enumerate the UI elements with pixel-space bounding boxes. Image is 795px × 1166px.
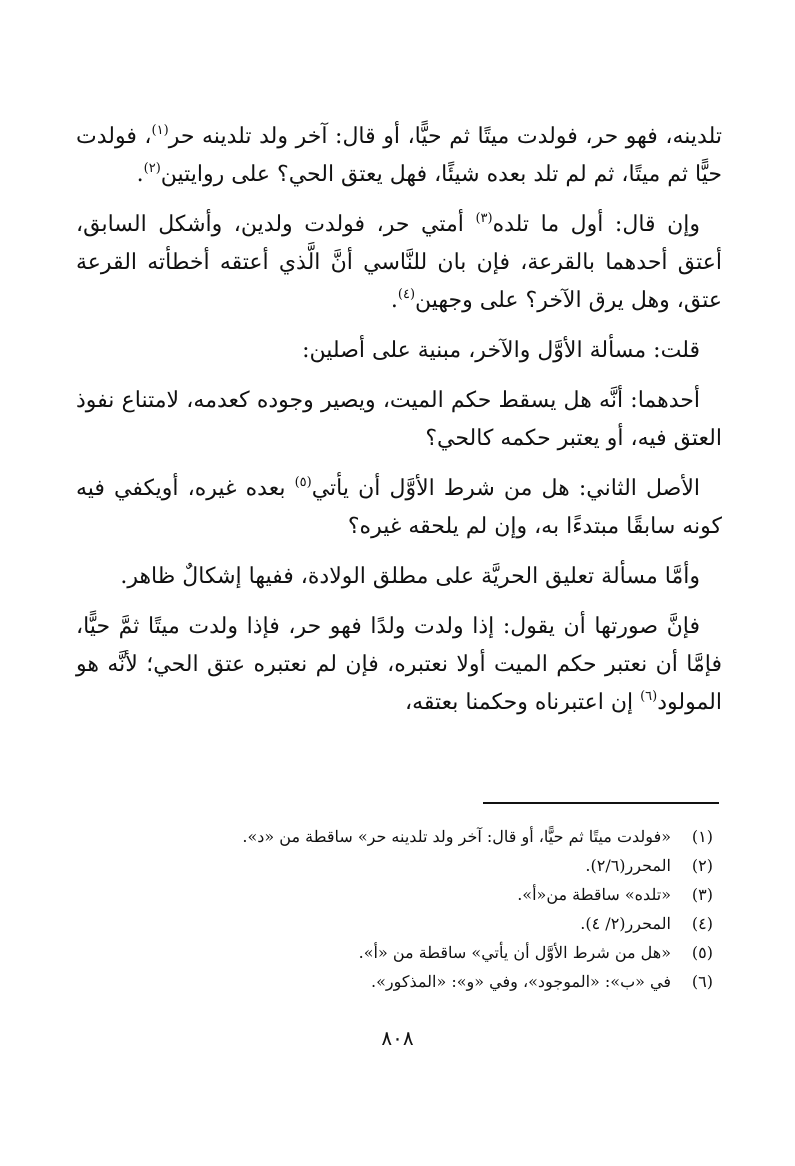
paragraph-6: وأمَّا مسألة تعليق الحريَّة على مطلق الولادة، ففيها إشكالٌ ظاهر.	[120, 564, 700, 589]
paragraph-1	[76, 118, 722, 194]
footnote-ref: (٢)	[143, 161, 161, 176]
paragraph-3: قلت: مسألة الأوَّل والآخر، مبنية على أصلين:	[302, 338, 700, 363]
footnote-text: المحرر(٢/ ٤).	[580, 914, 671, 933]
text-run: ، فولدت حيًّا ثم ميتًا، ثم لم تلد بعده شيئًا، فهل يعتق الحي؟ على روايتين	[76, 124, 722, 187]
footnote-ref: (٣)	[475, 211, 493, 226]
footnote-item	[83, 967, 713, 996]
footnote-text: «فولدت ميتًا ثم حيًّا، أو قال: آخر ولد تلدينه حر» ساقطة من «د».	[242, 827, 671, 846]
paragraph-5	[76, 470, 722, 546]
page-number: ٨٠٨	[381, 1026, 414, 1050]
paragraph-4: أحدهما: أنَّه هل يسقط حكم الميت، ويصير وجوده كعدمه، لامتناع نفوذ العتق فيه، أو يعتبر حكمه كالحي؟	[76, 388, 722, 451]
footnote-number: (٤)	[691, 914, 713, 933]
text-run: .	[136, 162, 144, 187]
footnote-text: في «ب»: «الموجود»، وفي «و»: «المذكور».	[371, 972, 671, 991]
footnote-ref: (٥)	[294, 475, 312, 490]
footnote-text: المحرر(٢/٦).	[585, 856, 671, 875]
footnote-item	[83, 909, 713, 938]
footnote-separator	[483, 802, 719, 804]
footnote-ref: (١)	[151, 123, 169, 138]
footnote-number: (٣)	[691, 885, 713, 904]
footnote-number: (١)	[691, 827, 713, 846]
text-run: أمتي حر، فولدت ولدين، وأشكل السابق، أعتق أحدهما بالقرعة، فإن بان للنَّاسي أنَّ الَّذي أعتقه أخطأته القرعة عتق، وهل يرق الآخر؟ على وجهين	[76, 212, 722, 313]
footnote-number: (٢)	[691, 856, 713, 875]
paragraph-7	[76, 608, 722, 722]
footnote-text: «هل من شرط الأوَّل أن يأتي» ساقطة من «أ».	[358, 943, 671, 962]
text-run: إن اعتبرناه وحكمنا بعتقه،	[405, 690, 641, 715]
footnote-ref: (٤)	[397, 287, 416, 302]
footnote-item	[83, 880, 713, 909]
text-run: الأصل الثاني: هل من شرط الأوَّل أن يأتي	[311, 476, 700, 501]
footnote-text: «تلده» ساقطة من«أ».	[517, 885, 671, 904]
text-run: تلدينه، فهو حر، فولدت ميتًا ثم حيًّا، أو قال: آخر ولد تلدينه حر	[168, 124, 723, 149]
paragraph-2	[76, 206, 722, 320]
main-text	[76, 118, 722, 734]
footnotes	[83, 822, 713, 996]
footnote-number: (٦)	[691, 972, 713, 991]
text-run: وإن قال: أول ما تلده	[492, 212, 700, 237]
footnote-item	[83, 822, 713, 851]
footnote-item	[83, 851, 713, 880]
text-run: فإنَّ صورتها أن يقول: إذا ولدت ولدًا فهو حر، فإذا ولدت ميتًا ثمَّ حيًّا، فإمَّا أن نعتبر حكم الميت أولا نعتبره، فإن لم نعتبره عتق الحي؛ لأنَّه هو المولود	[76, 614, 722, 715]
footnote-ref: (٦)	[640, 689, 658, 704]
footnote-number: (٥)	[691, 943, 713, 962]
text-run: بعده غيره، أويكفي فيه كونه سابقًا مبتدءًا به، وإن لم يلحقه غيره؟	[76, 476, 722, 539]
footnote-item	[83, 938, 713, 967]
text-run: .	[390, 288, 398, 313]
